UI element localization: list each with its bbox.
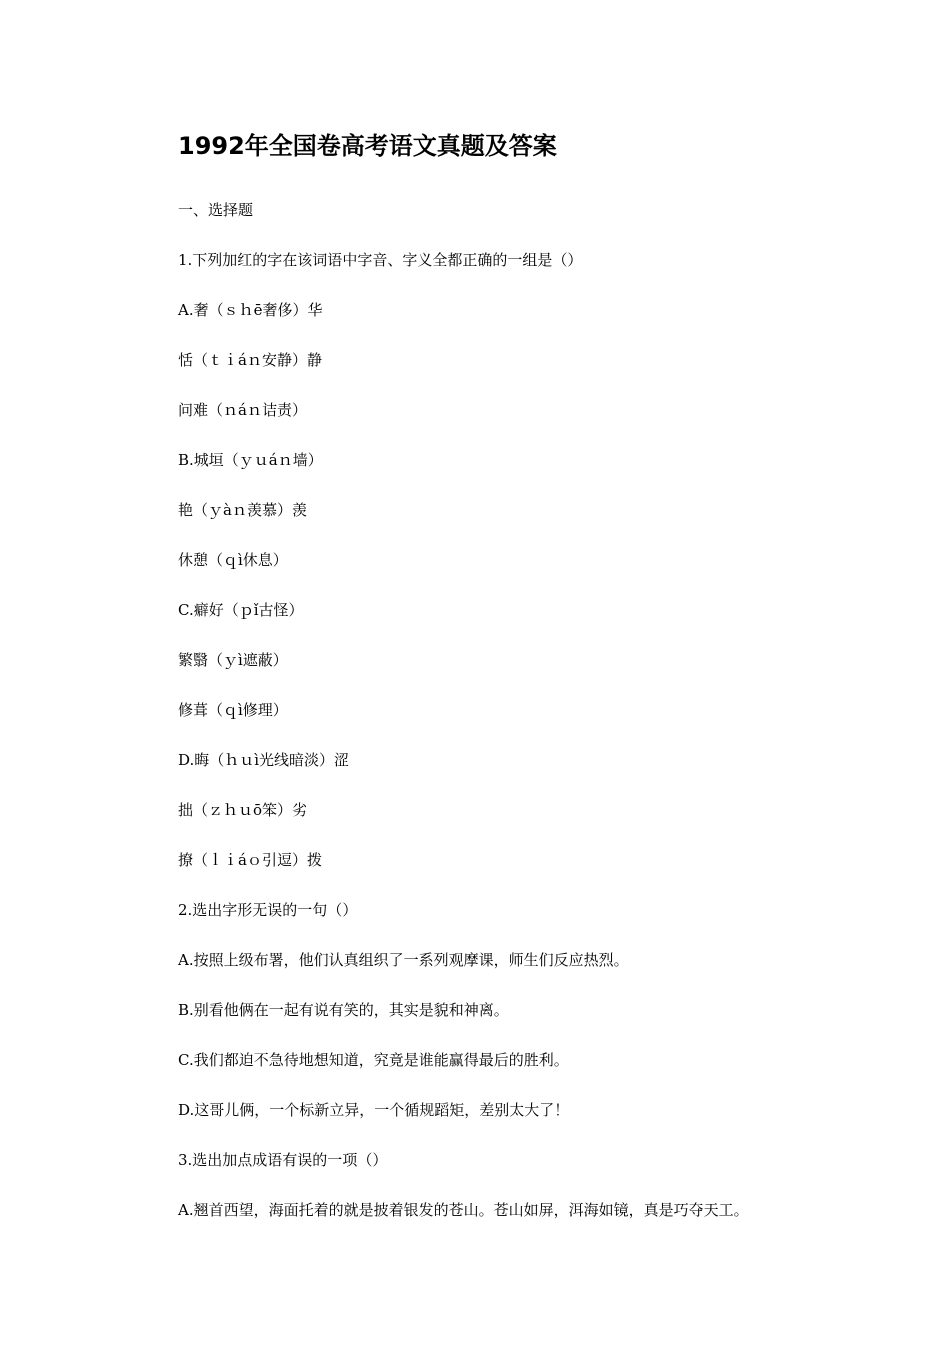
section-heading: 一、选择题 <box>178 201 254 219</box>
option-line: 撩（ｌｉáｏ引逗）拨 <box>178 851 322 869</box>
question-3: 3.选出加点成语有误的一项（） <box>178 1151 388 1169</box>
option-line: 问难（ｎáｎ诘责） <box>178 401 307 419</box>
option-line: 艳（ｙàｎ羡慕）羡 <box>178 501 307 519</box>
option-line: A.奢（ｓｈē奢侈）华 <box>178 301 323 319</box>
document-body <box>178 196 878 1246</box>
option-line: 繁翳（ｙì遮蔽） <box>178 651 288 669</box>
option-line: 拙（ｚｈｕō笨）劣 <box>178 801 308 819</box>
option-line: D.这哥儿俩，一个标新立异，一个循规蹈矩，差别太大了！ <box>178 1101 570 1119</box>
option-line: A.翘首西望，海面托着的就是披着银发的苍山。苍山如屏，洱海如镜，真是巧夺天工。 <box>178 1201 749 1219</box>
document-title: 1992年全国卷高考语文真题及答案 <box>178 132 557 160</box>
option-line: B.别看他俩在一起有说有笑的，其实是貌和神离。 <box>178 1001 509 1019</box>
option-line: 休憩（ｑì休息） <box>178 551 288 569</box>
option-line: C.我们都迫不急待地想知道，究竟是谁能赢得最后的胜利。 <box>178 1051 569 1069</box>
option-line: D.晦（ｈｕì光线暗淡）涩 <box>178 751 350 769</box>
question-2: 2.选出字形无误的一句（） <box>178 901 358 919</box>
option-line: C.癖好（ｐǐ古怪） <box>178 601 304 619</box>
option-line: B.城垣（ｙｕáｎ墙） <box>178 451 323 469</box>
option-line: A.按照上级布署，他们认真组织了一系列观摩课，师生们反应热烈。 <box>178 951 629 969</box>
option-line: 修葺（ｑì修理） <box>178 701 288 719</box>
option-line: 恬（ｔｉáｎ安静）静 <box>178 351 322 369</box>
question-1: 1.下列加红的字在该词语中字音、字义全都正确的一组是（） <box>178 251 583 269</box>
